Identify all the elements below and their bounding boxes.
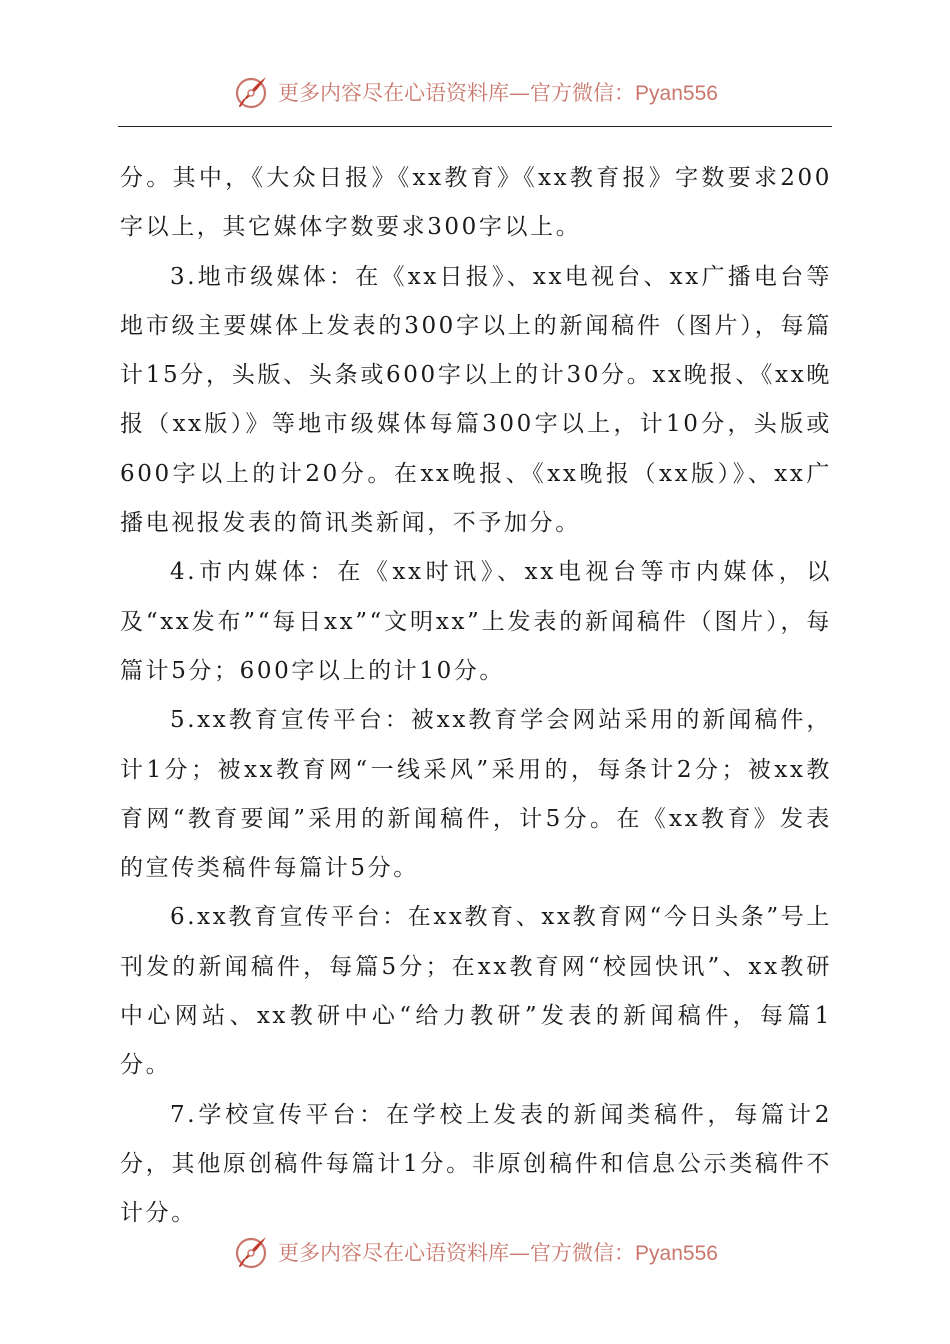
banner-separator: — [509,1241,531,1265]
document-body [120,154,832,1239]
paragraph-item-7: 7.学校宣传平台：在学校上发表的新闻类稿件，每篇计2分，其他原创稿件每篇计1分。非原创稿件和信息公示类稿件不计分。 [120,1101,832,1227]
banner-wechat-id: Pyan556 [635,1242,718,1265]
quill-logo-icon [232,72,272,112]
banner-main-text: 更多内容尽在心语资料库 [278,81,510,105]
paragraph-item-5: 5.xx教育宣传平台：被xx教育学会网站采用的新闻稿件，计1分；被xx教育网“一线采风”采用的，每条计2分；被xx教育网“教育要闻”采用的新闻稿件，计5分。在《xx教育》发表的宣传类稿件每篇计5分。 [120,707,832,882]
banner-text [278,77,718,107]
paragraph-item-3: 3.地市级媒体：在《xx日报》、xx电视台、xx广播电台等地市级主要媒体上发表的300字以上的新闻稿件（图片），每篇计15分，头版、头条或600字以上的计30分。xx晚报、《xx晚报（xx版）》等地市级媒体每篇300字以上，计10分，头版或600字以上的计20分。在xx晚报、《xx晚报（xx版）》、xx广播电视报发表的简讯类新闻，不予加分。 [120,263,832,537]
banner-wechat-label: 官方微信： [530,81,636,105]
paragraph-item-4: 4.市内媒体：在《xx时讯》、xx电视台等市内媒体，以及“xx发布”“每日xx”“文明xx”上发表的新闻稿件（图片），每篇计5分；600字以上的计10分。 [120,559,832,684]
banner-separator: — [509,81,531,105]
banner-text [278,1237,718,1267]
banner-wechat-label: 官方微信： [530,1241,636,1265]
paragraph-continuation: 分。其中，《大众日报》《xx教育》《xx教育报》字数要求200字以上，其它媒体字数要求300字以上。 [120,165,832,241]
banner-main-text: 更多内容尽在心语资料库 [278,1241,510,1265]
quill-logo-icon [232,1232,272,1272]
banner-wechat-id: Pyan556 [635,82,718,105]
footer-banner [0,1232,950,1272]
paragraph-item-6: 6.xx教育宣传平台：在xx教育、xx教育网“今日头条”号上刊发的新闻稿件，每篇5分；在xx教育网“校园快讯”、xx教研中心网站、xx教研中心“给力教研”发表的新闻稿件，每篇1分。 [120,904,832,1079]
header-divider [118,126,832,127]
header-banner [0,72,950,112]
